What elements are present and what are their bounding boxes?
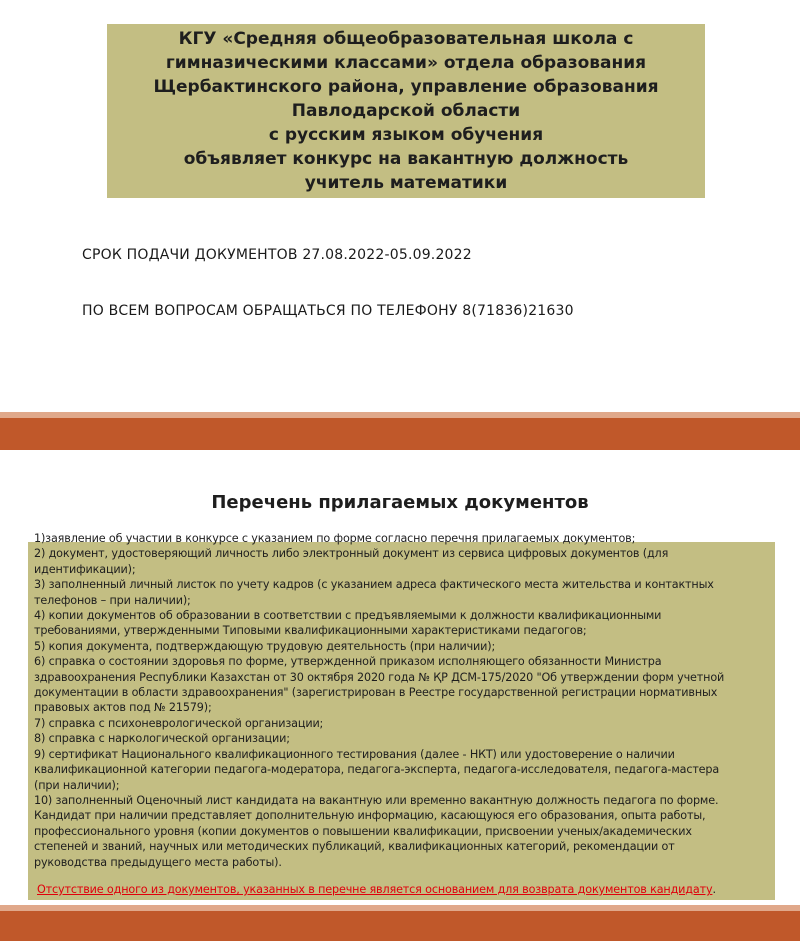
document-item-line: профессионального уровня (копии документов о повышении квалификации, присвоении ученых/академических xyxy=(34,824,692,838)
documents-list xyxy=(34,531,779,870)
header-line-5: с русским языком обучения xyxy=(268,125,544,145)
document-item xyxy=(34,731,779,746)
document-item xyxy=(34,577,779,608)
divider-band-bottom xyxy=(0,911,800,941)
document-item-line: 6) справка о состоянии здоровья по форме, утвержденной приказом исполняющего обязанности Министра xyxy=(34,655,662,669)
document-item-line: квалификационной категории педагога-модератора, педагога-эксперта, педагога-исследователя, педагога-мастера xyxy=(34,763,720,777)
document-item xyxy=(34,546,779,577)
document-item xyxy=(34,639,779,654)
header-line-2: гимназическими классами» отдела образования xyxy=(165,53,647,73)
footnote-text: Отсутствие одного из документов, указанных в перечне является основанием для возврата документов кандидату xyxy=(37,883,713,896)
documents-title: Перечень прилагаемых документов xyxy=(211,492,589,513)
document-item xyxy=(34,531,779,546)
document-item-line: степеней и званий, научных или методических публикаций, квалификационных категорий, рекомендации от xyxy=(34,840,675,854)
document-item-line: 1)заявление об участии в конкурсе с указанием по форме согласно перечня прилагаемых документов; xyxy=(34,532,636,545)
document-item-line: 10) заполненный Оценочный лист кандидата на вакантную или временно вакантную должность педагога по форме. xyxy=(34,793,719,807)
document-item xyxy=(34,793,779,870)
document-item-line: документации в области здравоохранения" (зарегистрирован в Реестре государственной регистрации нормативных xyxy=(34,686,718,700)
document-item-line: правовых актов под № 21579); xyxy=(34,701,212,715)
header-line-4: Павлодарской области xyxy=(291,101,521,121)
header-line-6: объявляет конкурс на вакантную должность xyxy=(183,149,629,169)
document-item xyxy=(34,608,779,639)
deadline-notice: СРОК ПОДАЧИ ДОКУМЕНТОВ 27.08.2022-05.09.2022 xyxy=(82,247,472,263)
document-item-line: Кандидат при наличии представляет дополнительную информацию, касающуюся его образования, опыта работы, xyxy=(34,809,706,823)
document-item-line: 5) копия документа, подтверждающую трудовую деятельность (при наличии); xyxy=(34,639,496,653)
document-item-line: 7) справка с психоневрологической организации; xyxy=(34,716,324,730)
document-item xyxy=(34,747,779,793)
announcement-header xyxy=(107,24,705,198)
document-item-line: идентификации); xyxy=(34,562,136,576)
divider-band-top xyxy=(0,418,800,450)
document-item-line: 3) заполненный личный листок по учету кадров (с указанием адреса фактического места жительства и контактных xyxy=(34,578,714,592)
document-item-line: 2) документ, удостоверяющий личность либо электронный документ из сервиса цифровых документов (для xyxy=(34,547,669,561)
phone-notice: ПО ВСЕМ ВОПРОСАМ ОБРАЩАТЬСЯ ПО ТЕЛЕФОНУ 8(71836)21630 xyxy=(82,303,574,319)
document-item xyxy=(34,654,779,716)
header-line-3: Щербактинского района, управление образования xyxy=(153,77,659,97)
document-item-line: 4) копии документов об образовании в соответствии с предъявляемыми к должности квалификационными xyxy=(34,609,662,623)
document-item-line: (при наличии); xyxy=(34,778,120,792)
footnote-period: . xyxy=(712,883,716,896)
missing-documents-note xyxy=(37,883,716,896)
document-item-line: 9) сертификат Национального квалификационного тестирования (далее - НКТ) или удостоверение о наличии xyxy=(34,747,675,761)
document-item-line: 8) справка с наркологической организации; xyxy=(34,732,290,746)
document-item xyxy=(34,716,779,731)
header-line-7: учитель математики xyxy=(304,173,508,193)
header-line-1: КГУ «Средняя общеобразовательная школа с xyxy=(178,29,634,49)
document-item-line: телефонов – при наличии); xyxy=(34,593,191,607)
document-item-line: руководства предыдущего места работы). xyxy=(34,855,282,869)
document-item-line: требованиями, утвержденными Типовыми квалификационными характеристиками педагогов; xyxy=(34,624,587,638)
document-item-line: здравоохранения Республики Казахстан от 30 октября 2020 года № ҚР ДСМ-175/2020 "Об утверждении форм учетной xyxy=(34,670,725,684)
